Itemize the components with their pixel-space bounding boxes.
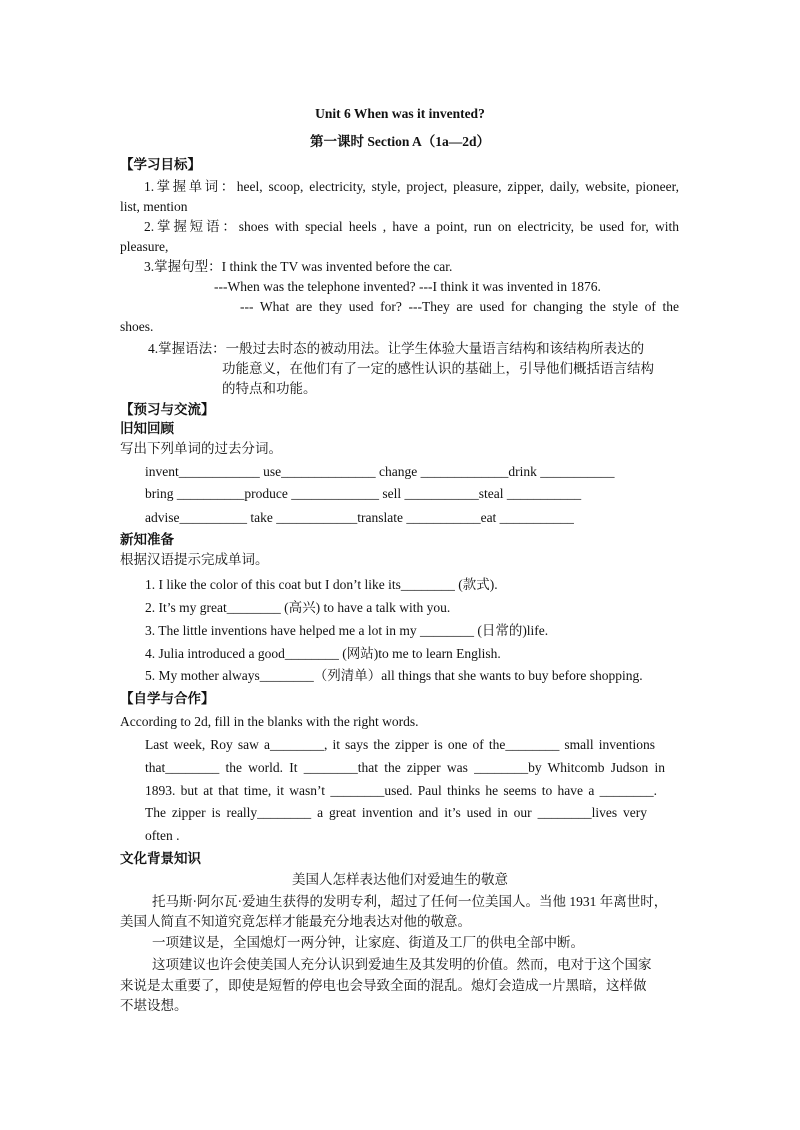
goals-sentences-line3: --- What are they used for? ---They are used for changing the style of the bbox=[240, 299, 679, 314]
cooperation-line-1: Last week, Roy saw a________, it says the zipper is one of the________ small inventions bbox=[145, 737, 655, 752]
culture-para2-line1: 一项建议是，全国熄灯一两分钟，让家庭、街道及工厂的供电全部中断。 bbox=[152, 935, 584, 950]
page-subtitle: 第一课时 Section A（1a—2d） bbox=[309, 134, 490, 149]
culture-title: 美国人怎样表达他们对爱迪生的敬意 bbox=[292, 872, 508, 887]
goals-sentences-line1: 3.掌握句型：I think the TV was invented before the car. bbox=[144, 259, 453, 274]
new-knowledge-instruction: 根据汉语提示完成单词。 bbox=[120, 552, 269, 567]
review-heading: 旧知回顾 bbox=[120, 421, 174, 436]
culture-heading: 文化背景知识 bbox=[120, 851, 201, 866]
goals-sentences-line2: ---When was the telephone invented? ---I think it was invented in 1876. bbox=[214, 279, 601, 294]
preview-heading: 【预习与交流】 bbox=[120, 402, 215, 417]
question-1: 1. I like the color of this coat but I don’t like its________ (款式). bbox=[145, 577, 498, 592]
culture-para1-line2: 美国人简直不知道究竟怎样才能最充分地表达对他的敬意。 bbox=[120, 914, 471, 929]
review-row-3: advise__________ take ____________translate ___________eat ___________ bbox=[145, 510, 574, 525]
culture-para3-line1: 这项建议也许会使美国人充分认识到爱迪生及其发明的价值。然而，电对于这个国家 bbox=[152, 957, 652, 972]
cooperation-line-2: that________ the world. It ________that the zipper was ________by Whitcomb Judson in bbox=[145, 760, 665, 775]
cooperation-line-4: The zipper is really________ a great invention and it’s used in our ________lives very bbox=[145, 805, 647, 820]
culture-para3-line2: 来说是太重要了，即使是短暂的停电也会导致全面的混乱。熄灯会造成一片黑暗，这样做 bbox=[120, 978, 647, 993]
goals-heading: 【学习目标】 bbox=[120, 157, 201, 172]
cooperation-heading: 【自学与合作】 bbox=[120, 691, 215, 706]
question-2: 2. It’s my great________ (高兴) to have a talk with you. bbox=[145, 600, 451, 615]
review-row-1: invent____________ use______________ change _____________drink ___________ bbox=[145, 464, 615, 479]
goals-grammar-line3: 的特点和功能。 bbox=[222, 381, 317, 396]
goals-grammar-line2: 功能意义，在他们有了一定的感性认识的基础上，引导他们概括语言结构 bbox=[222, 361, 654, 376]
new-knowledge-heading: 新知准备 bbox=[120, 532, 174, 547]
goals-phrases-line1: 2.掌握短语：shoes with special heels , have a point, run on electricity, be used for, with bbox=[144, 219, 679, 234]
page-title: Unit 6 When was it invented? bbox=[315, 106, 485, 121]
question-4: 4. Julia introduced a good________ (网站)to me to learn English. bbox=[145, 646, 501, 661]
review-row-2: bring __________produce _____________ sell ___________steal ___________ bbox=[145, 486, 582, 501]
goals-words-line1: 1.掌握单词：heel, scoop, electricity, style, project, pleasure, zipper, daily, website, pioneer, bbox=[144, 179, 679, 194]
cooperation-instruction: According to 2d, fill in the blanks with the right words. bbox=[120, 714, 419, 729]
culture-para3-line3: 不堪设想。 bbox=[120, 998, 188, 1013]
cooperation-line-5: often . bbox=[145, 828, 180, 843]
review-instruction: 写出下列单词的过去分词。 bbox=[120, 441, 282, 456]
cooperation-line-3: 1893. but at that time, it wasn’t ________used. Paul thinks he seems to have a ________. bbox=[145, 783, 657, 798]
goals-grammar-line1: 4.掌握语法：一般过去时态的被动用法。让学生体验大量语言结构和该结构所表达的 bbox=[148, 341, 645, 356]
question-5: 5. My mother always________（列清单）all things that she wants to buy before shopping. bbox=[145, 668, 643, 683]
goals-sentences-line4: shoes. bbox=[120, 319, 154, 334]
goals-phrases-line2: pleasure, bbox=[120, 239, 169, 254]
goals-words-line2: list, mention bbox=[120, 199, 188, 214]
culture-para1-line1: 托马斯·阿尔瓦·爱迪生获得的发明专利，超过了任何一位美国人。当他 1931 年离世时， bbox=[152, 894, 668, 909]
question-3: 3. The little inventions have helped me a lot in my ________ (日常的)life. bbox=[145, 623, 549, 638]
